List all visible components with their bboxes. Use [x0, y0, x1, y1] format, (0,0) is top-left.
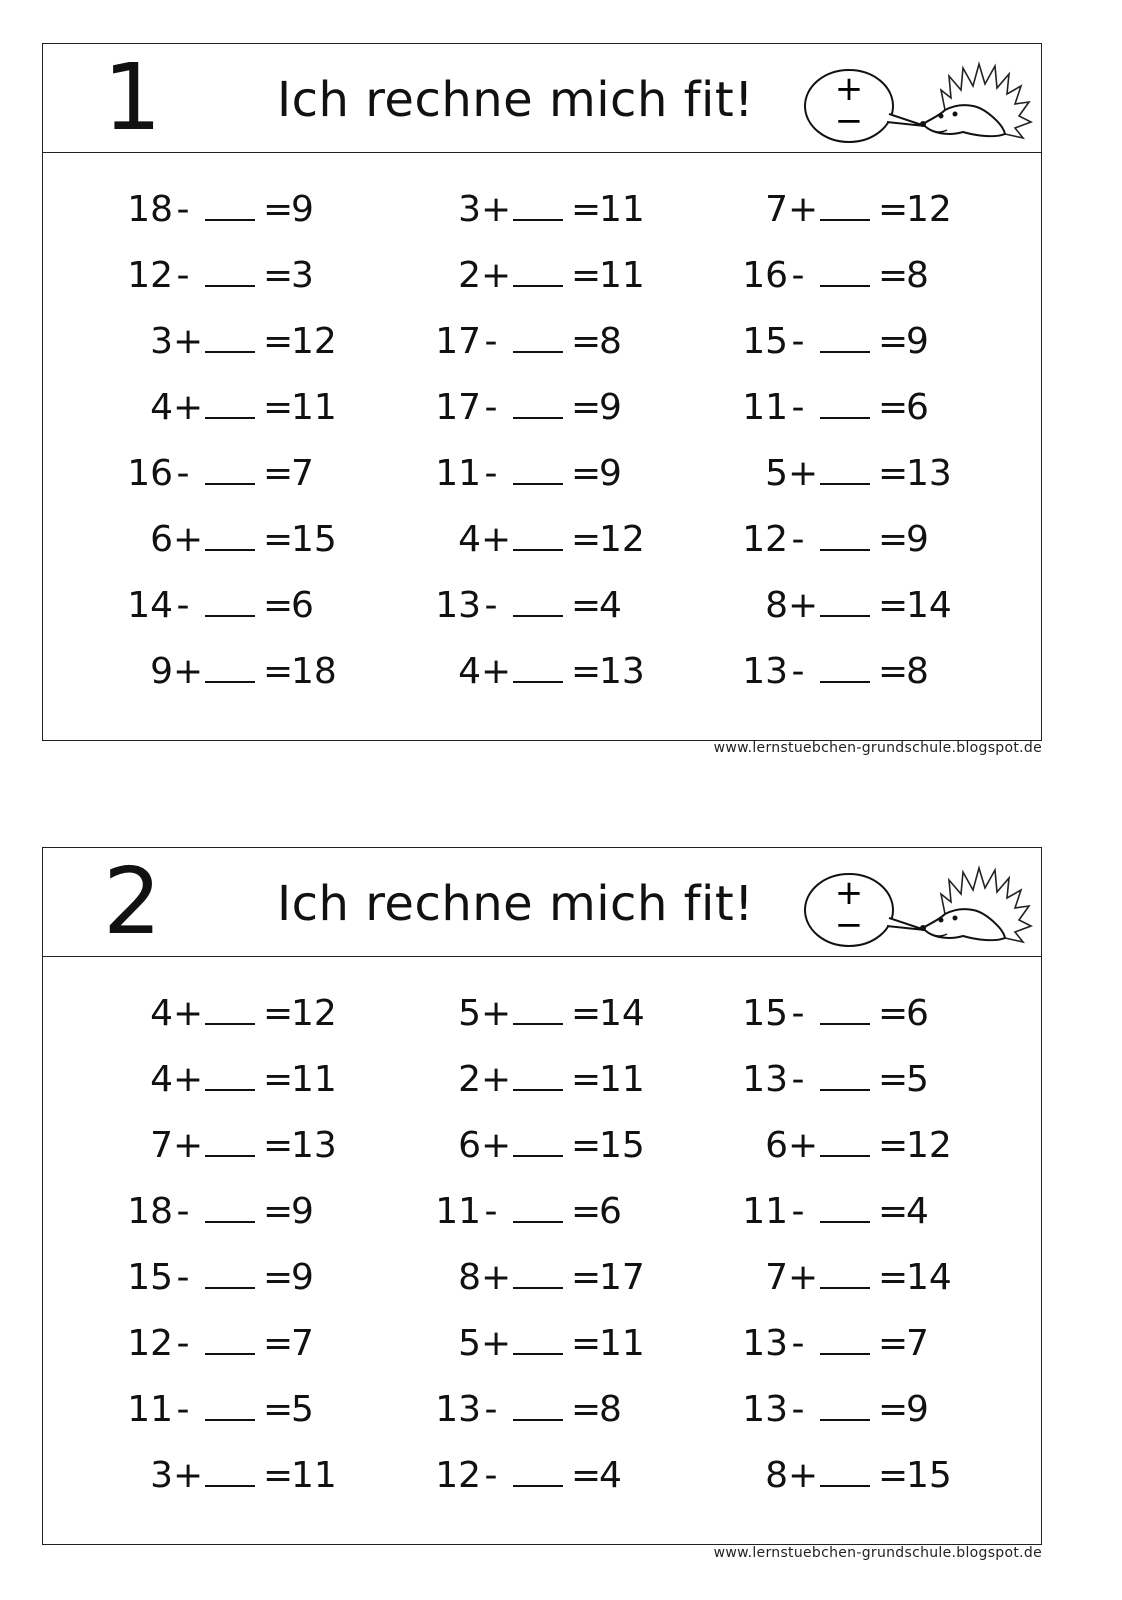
equation: 13 - = 7 [742, 1323, 929, 1364]
answer-blank[interactable] [820, 285, 870, 287]
equation-column [123, 981, 363, 1509]
equation: 4 + = 13 [458, 651, 645, 692]
answer-blank[interactable] [820, 483, 870, 485]
answer-blank[interactable] [513, 351, 563, 353]
equation: 4 + = 12 [458, 519, 645, 560]
footer-url: www.lernstuebchen-grundschule.blogspot.de [713, 740, 1042, 756]
equation: 11 - = 6 [435, 1191, 622, 1232]
answer-blank[interactable] [820, 351, 870, 353]
equation: 5 + = 11 [458, 1323, 645, 1364]
answer-blank[interactable] [820, 219, 870, 221]
answer-blank[interactable] [820, 1089, 870, 1091]
answer-blank[interactable] [513, 483, 563, 485]
answer-blank[interactable] [205, 219, 255, 221]
equation: 3 + = 12 [150, 321, 337, 362]
equation: 3 + = 11 [150, 1455, 337, 1496]
equation: 12 - = 4 [435, 1455, 622, 1496]
plus-glyph: + [834, 69, 864, 109]
equation: 11 - = 9 [435, 453, 622, 494]
answer-blank[interactable] [513, 681, 563, 683]
equation: 13 - = 9 [742, 1389, 929, 1430]
equation-column [431, 177, 671, 705]
hedgehog-icon [915, 854, 1035, 950]
card-header [43, 44, 1041, 153]
answer-blank[interactable] [513, 1485, 563, 1487]
answer-blank[interactable] [205, 1023, 255, 1025]
equation: 17 - = 9 [435, 387, 622, 428]
equation: 13 - = 8 [742, 651, 929, 692]
answer-blank[interactable] [513, 219, 563, 221]
answer-blank[interactable] [513, 1155, 563, 1157]
equation: 18 - = 9 [127, 189, 314, 230]
answer-blank[interactable] [205, 1221, 255, 1223]
card-title: Ich rechne mich fit! [277, 72, 754, 128]
equation: 7 + = 12 [765, 189, 952, 230]
worksheet-card-2 [42, 847, 1042, 1545]
footer-url: www.lernstuebchen-grundschule.blogspot.de [713, 1545, 1042, 1561]
answer-blank[interactable] [205, 483, 255, 485]
plus-glyph: + [834, 873, 864, 913]
equation: 15 - = 9 [127, 1257, 314, 1298]
equation: 13 - = 8 [435, 1389, 622, 1430]
answer-blank[interactable] [205, 1287, 255, 1289]
minus-glyph: − [834, 101, 864, 141]
answer-blank[interactable] [820, 1221, 870, 1223]
hedgehog-icon [915, 50, 1035, 146]
equation: 6 + = 15 [458, 1125, 645, 1166]
answer-blank[interactable] [513, 417, 563, 419]
equation: 14 - = 6 [127, 585, 314, 626]
equation: 11 - = 6 [742, 387, 929, 428]
answer-blank[interactable] [205, 549, 255, 551]
equation: 13 - = 5 [742, 1059, 929, 1100]
equation: 6 + = 12 [765, 1125, 952, 1166]
worksheet-card-1 [42, 43, 1042, 741]
answer-blank[interactable] [820, 615, 870, 617]
answer-blank[interactable] [205, 417, 255, 419]
answer-blank[interactable] [820, 1485, 870, 1487]
equation: 11 - = 4 [742, 1191, 929, 1232]
answer-blank[interactable] [205, 1353, 255, 1355]
equation: 4 + = 12 [150, 993, 337, 1034]
answer-blank[interactable] [820, 417, 870, 419]
equation: 6 + = 15 [150, 519, 337, 560]
equation: 8 + = 14 [765, 585, 952, 626]
equation-column [738, 981, 978, 1509]
card-number: 1 [103, 44, 162, 151]
equation: 5 + = 14 [458, 993, 645, 1034]
answer-blank[interactable] [205, 681, 255, 683]
equation: 16 - = 8 [742, 255, 929, 296]
equation: 3 + = 11 [458, 189, 645, 230]
answer-blank[interactable] [513, 1221, 563, 1223]
answer-blank[interactable] [820, 1353, 870, 1355]
equation: 4 + = 11 [150, 1059, 337, 1100]
equation: 8 + = 15 [765, 1455, 952, 1496]
equation: 18 - = 9 [127, 1191, 314, 1232]
answer-blank[interactable] [513, 1353, 563, 1355]
equation: 7 + = 14 [765, 1257, 952, 1298]
answer-blank[interactable] [205, 1089, 255, 1091]
equation: 2 + = 11 [458, 255, 645, 296]
answer-blank[interactable] [820, 1023, 870, 1025]
answer-blank[interactable] [513, 1089, 563, 1091]
answer-blank[interactable] [205, 1155, 255, 1157]
answer-blank[interactable] [205, 615, 255, 617]
equation: 2 + = 11 [458, 1059, 645, 1100]
equation: 15 - = 6 [742, 993, 929, 1034]
equation: 12 - = 3 [127, 255, 314, 296]
equation: 15 - = 9 [742, 321, 929, 362]
answer-blank[interactable] [205, 285, 255, 287]
equation: 17 - = 8 [435, 321, 622, 362]
answer-blank[interactable] [820, 1419, 870, 1421]
equation: 12 - = 7 [127, 1323, 314, 1364]
minus-glyph: − [834, 905, 864, 945]
answer-blank[interactable] [513, 549, 563, 551]
card-header [43, 848, 1041, 957]
answer-blank[interactable] [513, 1023, 563, 1025]
card-number: 2 [103, 848, 162, 955]
answer-blank[interactable] [513, 1419, 563, 1421]
answer-blank[interactable] [513, 285, 563, 287]
card-title: Ich rechne mich fit! [277, 876, 754, 932]
equation: 5 + = 13 [765, 453, 952, 494]
equation: 16 - = 7 [127, 453, 314, 494]
equation-column [431, 981, 671, 1509]
equation: 7 + = 13 [150, 1125, 337, 1166]
answer-blank[interactable] [513, 615, 563, 617]
equation: 11 - = 5 [127, 1389, 314, 1430]
equation-column [738, 177, 978, 705]
equation: 4 + = 11 [150, 387, 337, 428]
equation: 9 + = 18 [150, 651, 337, 692]
equation: 12 - = 9 [742, 519, 929, 560]
answer-blank[interactable] [820, 681, 870, 683]
answer-blank[interactable] [205, 1419, 255, 1421]
equation: 8 + = 17 [458, 1257, 645, 1298]
equation-column [123, 177, 363, 705]
answer-blank[interactable] [205, 351, 255, 353]
answer-blank[interactable] [820, 549, 870, 551]
equation: 13 - = 4 [435, 585, 622, 626]
answer-blank[interactable] [205, 1485, 255, 1487]
answer-blank[interactable] [513, 1287, 563, 1289]
answer-blank[interactable] [820, 1155, 870, 1157]
answer-blank[interactable] [820, 1287, 870, 1289]
